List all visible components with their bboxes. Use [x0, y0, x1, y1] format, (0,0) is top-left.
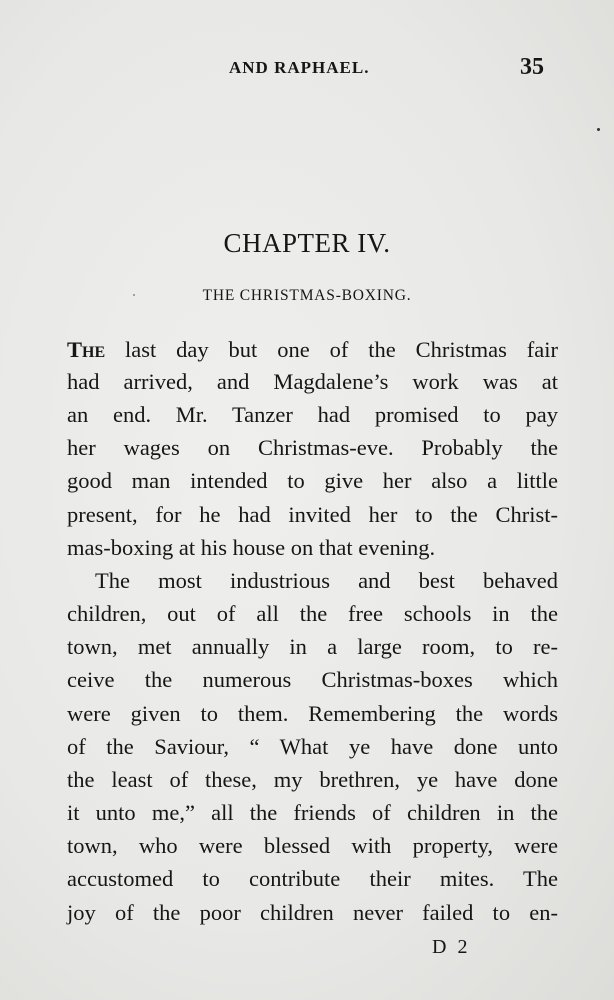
- body-line-17: accustomed to contribute their mites. The: [67, 866, 558, 891]
- body-line-12: were given to them. Remembering the words: [67, 701, 558, 726]
- body-line-4: her wages on Christmas-eve. Probably the: [67, 435, 558, 460]
- body-line-9: children, out of all the free schools in the: [67, 601, 558, 626]
- ink-speck: [597, 128, 600, 131]
- body-line-8: The most industrious and best behaved: [95, 568, 558, 593]
- body-line-3: an end. Mr. Tanzer had promised to pay: [67, 402, 558, 427]
- body-line-7: mas-boxing at his house on that evening.: [67, 535, 436, 560]
- running-head: AND RAPHAEL.: [229, 58, 370, 77]
- body-line-15: it unto me,” all the friends of children in the: [67, 800, 558, 825]
- body-line-10: town, met annually in a large room, to re-: [67, 634, 558, 659]
- body-line-2: had arrived, and Magdalene’s work was at: [67, 369, 558, 394]
- ink-speck: [133, 294, 135, 296]
- body-line-5: good man intended to give her also a little: [67, 468, 558, 493]
- page-number: 35: [520, 54, 544, 80]
- body-line-11: ceive the numerous Christmas-boxes which: [67, 667, 558, 692]
- body-line-18: joy of the poor children never failed to en-: [67, 900, 558, 925]
- body-line-14: the least of these, my brethren, ye have done: [67, 767, 558, 792]
- body-line-6: present, for he had invited her to the Christ-: [67, 502, 558, 527]
- body-line-13: of the Saviour, “ What ye have done unto: [67, 734, 558, 759]
- body-line-text: last day but one of the Christmas fair: [105, 337, 558, 362]
- chapter-subtitle: THE CHRISTMAS-BOXING.: [202, 287, 412, 304]
- drop-word: The: [67, 337, 106, 362]
- body-line-1: [67, 335, 558, 365]
- chapter-title: CHAPTER IV.: [223, 228, 391, 258]
- signature-mark: D 2: [432, 936, 471, 958]
- body-line-16: town, who were blessed with property, were: [67, 833, 558, 858]
